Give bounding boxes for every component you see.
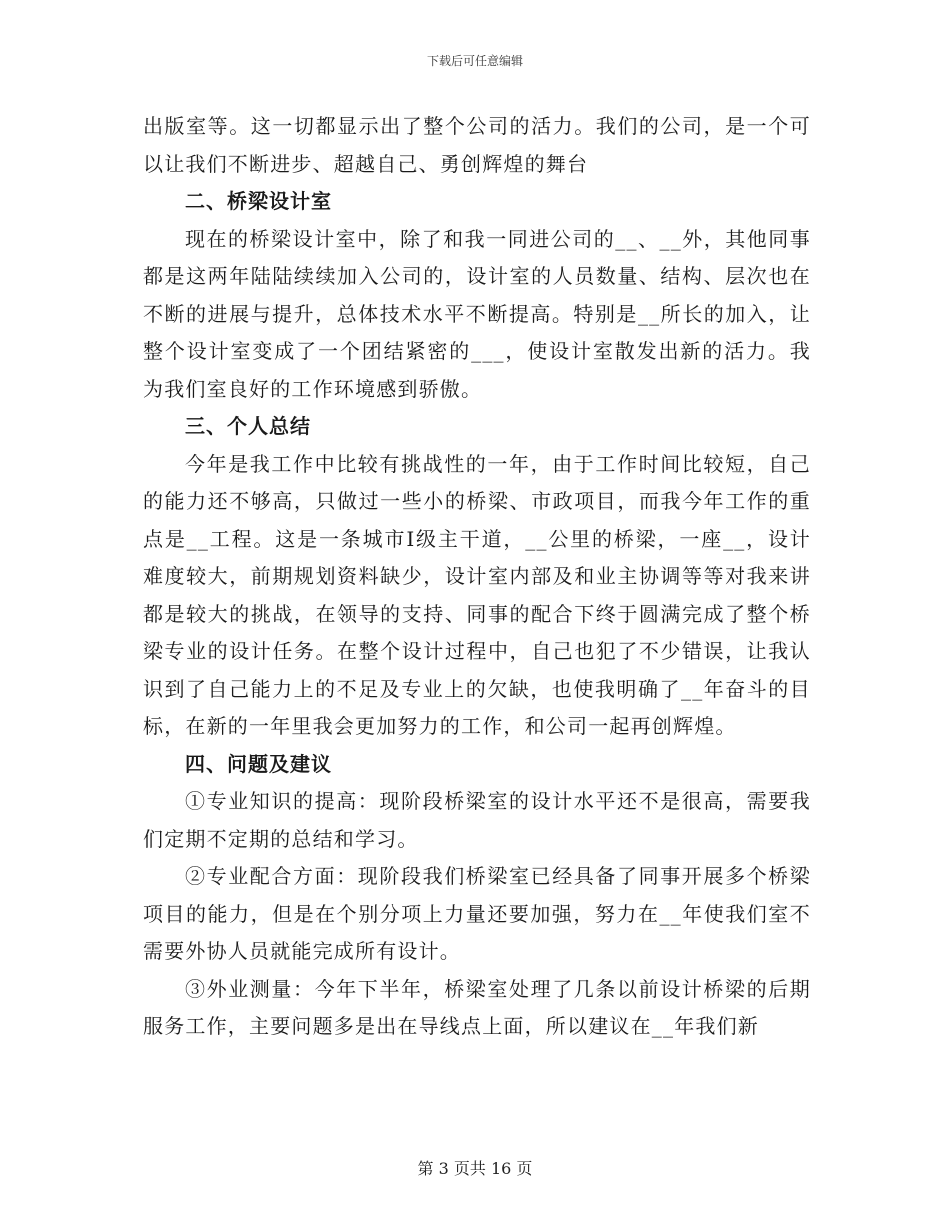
section-heading-personal-summary: 三、个人总结 — [185, 414, 311, 438]
paragraph-suggestion-2: ②专业配合方面：现阶段我们桥梁室已经具备了同事开展多个桥梁项目的能力，但是在个别分项上力量还要加强，努力在__年使我们室不需要外协人员就能完成所有设计。 — [143, 864, 811, 963]
paragraph-personal-summary: 今年是我工作中比较有挑战性的一年，由于工作时间比较短，自己的能力还不够高，只做过一些小的桥梁、市政项目，而我今年工作的重点是__工程。这是一条城市Ⅰ级主干道，__公里的桥梁，一座__，设计难度较大，前期规划资料缺少，设计室内部及和业主协调等等对我来讲都是较大的挑战，在领导的支持、同事的配合下终于圆满完成了整个桥梁专业的设计任务。在整个设计过程中，自己也犯了不少错误，让我认识到了自己能力上的不足及专业上的欠缺，也使我明确了__年奋斗的目标，在新的一年里我会更加努力的工作，和公司一起再创辉煌。 — [143, 451, 811, 738]
paragraph-suggestion-3: ③外业测量：今年下半年，桥梁室处理了几条以前设计桥梁的后期服务工作，主要问题多是出在导线点上面，所以建议在__年我们新 — [143, 976, 811, 1038]
section-heading-issues-suggestions: 四、问题及建议 — [185, 751, 332, 776]
paragraph-bridge-design-office: 现在的桥梁设计室中，除了和我一同进公司的__、__外，其他同事都是这两年陆陆续续加入公司的，设计室的人员数量、结构、层次也在不断的进展与提升，总体技术水平不断提高。特别是__所长的加入，让整个设计室变成了一个团结紧密的___，使设计室散发出新的活力。我为我们室良好的工作环境感到骄傲。 — [143, 226, 811, 401]
paragraph-suggestion-1: ①专业知识的提高：现阶段桥梁室的设计水平还不是很高，需要我们定期不定期的总结和学习。 — [143, 789, 811, 851]
page-number: 第 3 页共 16 页 — [417, 1159, 533, 1178]
section-heading-bridge-design-office: 二、桥梁设计室 — [185, 189, 332, 213]
document-body — [143, 108, 811, 1046]
paragraph-intro-continuation: 出版室等。这一切都显示出了整个公司的活力。我们的公司，是一个可以让我们不断进步、超越自己、勇创辉煌的舞台 — [143, 114, 811, 176]
page-header: 下载后可任意编辑 — [426, 54, 523, 68]
